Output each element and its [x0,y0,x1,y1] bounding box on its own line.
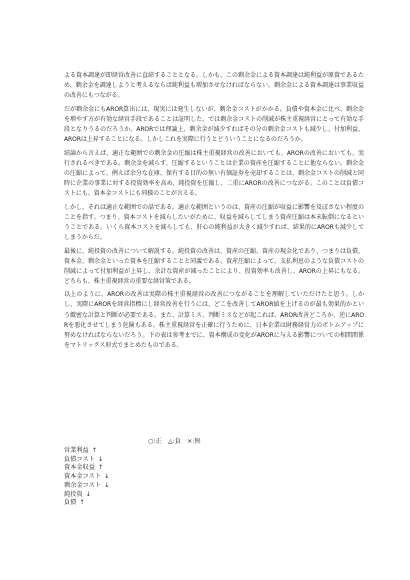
paragraph: 結論から言えば、適正な範囲での剰余金の圧縮は株主重視経営の改善においても、ARORの改善においても、実行されるべきである。剰余金を減らす、圧縮するということは企業の資産を圧縮することに他ならない。剰余金の圧縮によって、例えば余分な在庫、保有する目的の無い有価証券を売却することは、剰余金コストの削減と同時に企業の事業に対する投資効率を高め、純投資を圧縮し、二重にARORの改善につながる。このことは負債コストにも、資本金コストにも同様のことが言える。 [64,149,364,198]
indicator-list [64,447,109,508]
indicator-label: 資本金収益 [64,464,95,472]
indicator-label: 負債 [64,499,77,507]
indicator-label: 剰余金コスト [64,481,102,489]
indicator-item [64,499,109,508]
indicator-label: 営業利益 [64,447,89,454]
indicator-item [64,447,109,456]
matrix-legend: ○:正 △:負 ×:無 [148,438,201,445]
indicator-item [64,464,109,473]
indicator-item [64,482,109,491]
arrow-icon: ↓ [104,473,110,481]
indicator-label: 純投資 [64,490,83,498]
arrow-icon: ↑ [91,447,97,454]
arrow-icon: ↓ [104,481,110,489]
paragraph: よる資本調達が即経営改善に直結することとなる。しかも、この剰余金による資本調達は純利益が原資であるため、剰余金を調達しようと考えるならば純利益も増加させなければならない。剰余金による資本調達は事業収益の改善にもつながる。 [64,72,364,100]
arrow-icon: ↑ [97,464,104,472]
indicator-item [64,491,109,500]
arrow-icon: ↓ [85,490,91,498]
paragraph: だが剰余金にもAROR算出には、現実には発生しないが、剰余金コストがかかる。負債や資本金に比べ、剰余金を増やす方が有効な経営手段であることは証明した。では剰余金コストの削減が株主重視経営にとって有効な手段となりうるのだろうか。ARORでは理論上、剰余金が減少すればその分の剰余金コストも減少し、付加利益、ARORは上昇することになる。しかしこれを実際に行うとどういうことになるのだろうか。 [64,105,364,144]
indicator-label: 資本金コスト [64,473,102,481]
body-text [64,71,364,354]
paragraph: 最後に、純投資の改善について解説する。純投資の改善は、資産の圧縮、資産の現金化であり、つまりは負債、資本金、剰余金といった資本を圧縮することと同義である。資産圧縮によって、支払利息のような負債コストの削減によって付加利益が上昇し、余計な資産が減ったことにより、投資効率も改善し、ARORの上昇にもなる。どちらも、株主重視経営の重要な経営策である。 [64,247,364,285]
arrow-icon: ↑ [79,499,85,507]
indicator-label: 負債コスト [64,455,95,463]
indicator-item [64,473,109,482]
paragraph: 以上のように、ARORの改善は実際の株主重視経営の改善につながることを理解していただけたと思う。しかし、実際にARORを経営指標にし経営改善を行うには、どこを改善してAROR値を上げるのが最も効果的かという緻密な計算と判断が必要である。また、計算ミス、判断ミスなどが起これば、AROR改善どころか、逆にARORを悪化させてしまう危険もある。株主重視経営を正確に行うために、日本企業は財務経営力のボトムアップに努めなければならないだろう。下の表は参考までに、資本構成の変化がARORに与える影響についての相関関係をマトリックス形式でまとめたものである。 [64,291,364,349]
arrow-icon: ↓ [97,455,104,463]
paragraph: しかし、それは適正な範囲での話である。適正な範囲というのは、資産の圧縮が収益に影響を及ぼさない程度のことを指す。つまり、資本コストを減らしたいがために、収益を減らしてしまう資産圧縮は本末転倒になるということである。いくら資本コストを減らしても、肝心の純利益が大きく減少すれば、結果的にARORも減少してしまうからだ。 [64,203,364,241]
